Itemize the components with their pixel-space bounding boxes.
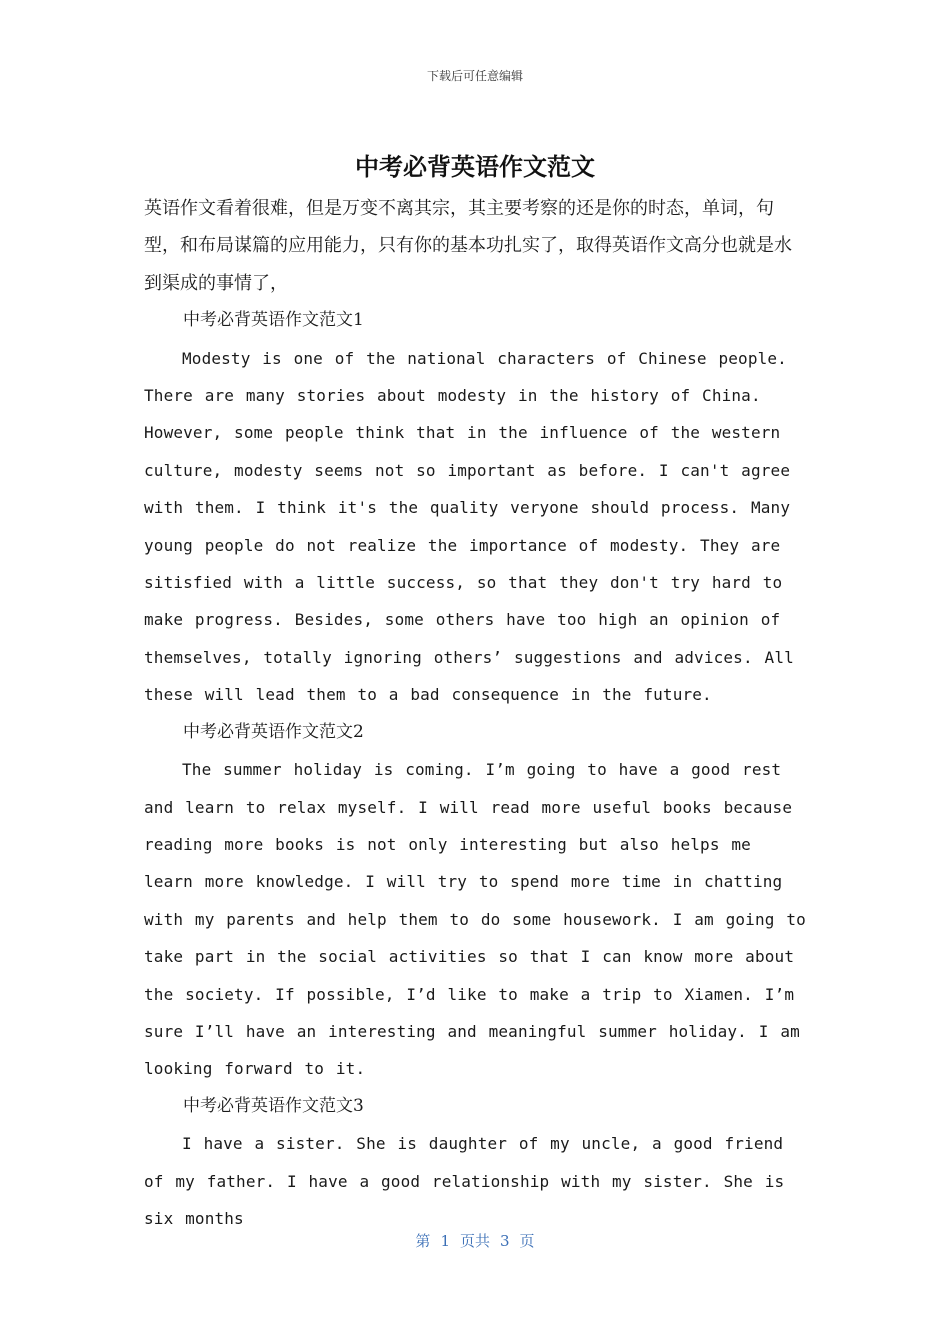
footer-page-number: 1: [440, 1232, 450, 1250]
footer-prefix: 第: [415, 1232, 431, 1250]
essay-heading-2: 中考必背英语作文范文2: [183, 721, 364, 742]
intro-paragraph: 英语作文看着很难，但是万变不离其宗，其主要考察的还是你的时态，单词，句型，和布局谋篇的应用能力，只有你的基本功扎实了，取得英语作文高分也就是水到渠成的事情了，: [144, 198, 792, 294]
header-note: 下载后可任意编辑: [426, 69, 523, 83]
essay-text-2: The summer holiday is coming. I’m going to have a good rest and learn to relax myself. I will read more useful books because reading more books is not only interesting but also helps me learn more knowledge. I will try to spend more time in chatting with my parents and help them to do some housework. I am going to take part in the social activities so that I can know more about the society. If possible, I’d like to make a trip to Xiamen. I’m sure I’ll have an interesting and meaningful summer holiday. I am looking forward to it.: [144, 760, 806, 1079]
footer-total-pages: 3: [500, 1232, 510, 1250]
document-body: [144, 190, 809, 1237]
essay-text-1: Modesty is one of the national characters of Chinese people. There are many stories about modesty in the history of China. However, some people think that in the influence of the western culture, modesty seems not so important as before. I can't agree with them. I think it's the quality veryone should process. Many young people do not realize the importance of modesty. They are sitisfied with a little success, so that they don't try hard to make progress. Besides, some others have too high an opinion of themselves, totally ignoring others’ suggestions and advices. All these will lead them to a bad consequence in the future.: [144, 348, 794, 705]
page-footer: [0, 1230, 950, 1251]
essay-text-3: I have a sister. She is daughter of my uncle, a good friend of my father. I have a good relationship with my sister. She is six months: [144, 1134, 785, 1228]
essay-heading-1: 中考必背英语作文范文1: [183, 310, 364, 331]
essay-heading-3: 中考必背英语作文范文3: [183, 1095, 364, 1116]
page-title: 中考必背英语作文范文: [355, 153, 595, 181]
footer-middle: 页共: [459, 1232, 490, 1250]
footer-suffix: 页: [519, 1232, 535, 1250]
